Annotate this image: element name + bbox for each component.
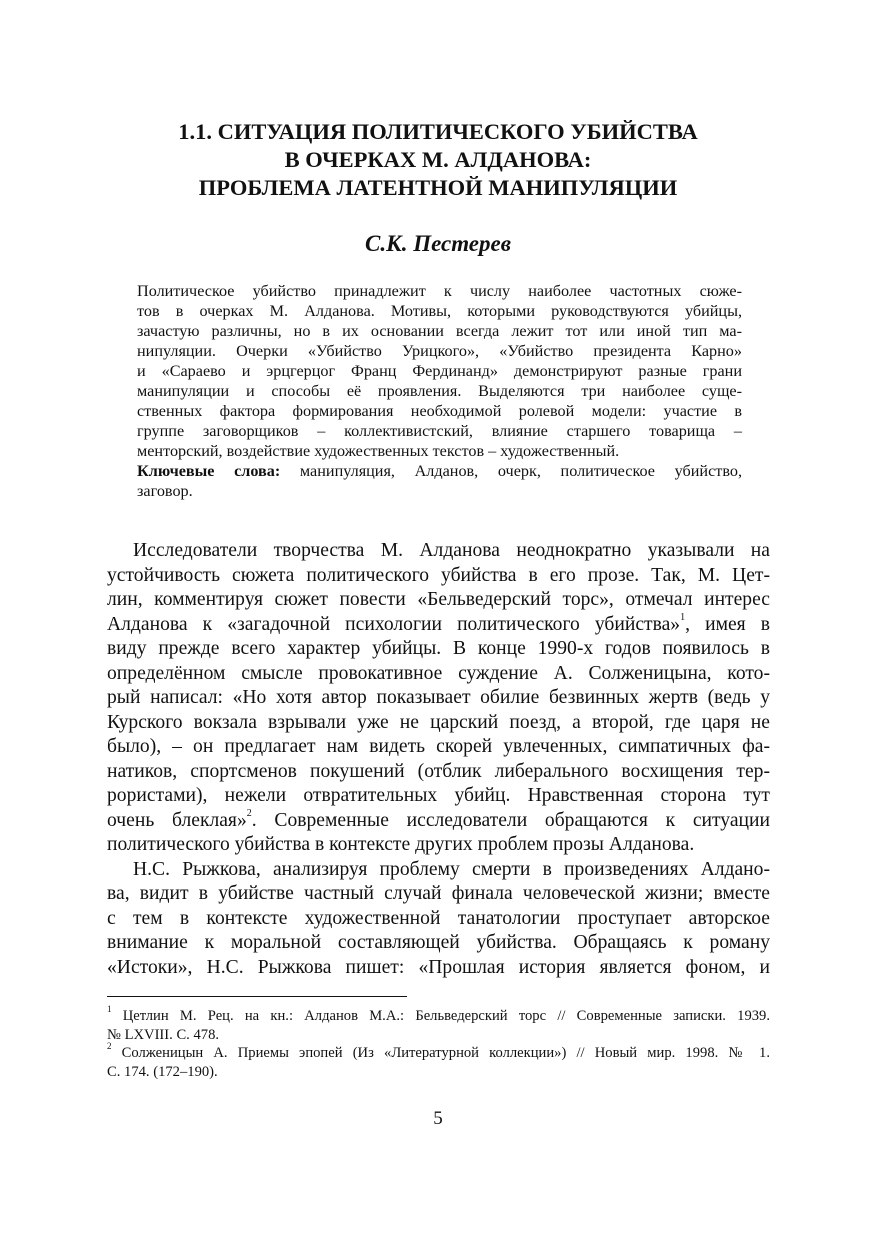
keywords-label: Ключевые слова:: [137, 462, 281, 480]
article-title: [60, 118, 816, 202]
abstract-line: Политическое убийство принадлежит к числу наиболее частотных сюже-: [137, 282, 742, 300]
footnote-text: Цетлин М. Рец. на кн.: Алданов М.А.: Бельведерский торс // Современные записки. 1939.: [111, 1008, 770, 1024]
page-number: 5: [433, 1108, 443, 1129]
body-line: было), – он предлагает нам видеть скорей увлеченных, симпатичных фа-: [107, 736, 770, 757]
title-line: ПРОБЛЕМА ЛАТЕНТНОЙ МАНИПУЛЯЦИИ: [198, 175, 678, 200]
body-line: натиков, спортсменов покушений (отблик либерального восхищения тер-: [107, 760, 770, 782]
body-line: Исследователи творчества М. Алданова неоднократно указывали на: [133, 540, 770, 561]
abstract-line: тов в очерках М. Алданова. Мотивы, которыми руководствуются убийцы,: [137, 302, 742, 320]
body-line: ва, видит в убийстве частный случай финала человеческой жизни; вместе: [107, 883, 770, 904]
footnote-ref[interactable]: 2: [246, 807, 252, 819]
article-author: С.К. Пестерев: [365, 231, 511, 256]
abstract-line: и «Сараево и эрцгерцог Франц Фердинанд» демонстрируют разные грани: [137, 362, 742, 380]
body-line: «Истоки», Н.С. Рыжкова пишет: «Прошлая история является фоном, и: [107, 956, 770, 978]
abstract-line: манипуляции и способы её проявления. Выделяются три наиболее суще-: [137, 382, 742, 400]
footnotes: [107, 1004, 770, 1081]
title-line: 1.1. СИТУАЦИЯ ПОЛИТИЧЕСКОГО УБИЙСТВА: [178, 119, 698, 144]
footnote: [107, 1041, 770, 1063]
footnote-text: № LXVIII. С. 478.: [107, 1026, 220, 1043]
body-line: устойчивость сюжета политического убийства в его прозе. Так, М. Цет-: [107, 564, 770, 586]
body-line: [107, 809, 770, 834]
body-line: политического убийства в контексте других проблем прозы Алданова.: [107, 834, 695, 855]
body-line: Курского вокзала взрывали уже не царский поезд, а второй, где царя не: [107, 711, 770, 733]
footnote-ref[interactable]: 1: [680, 611, 686, 623]
body-line: [107, 613, 770, 638]
keywords-text: манипуляция, Алданов, очерк, политическое убийство,: [280, 462, 742, 480]
footnote-divider: [107, 996, 407, 997]
body-line: определённом смысле провокативное суждение А. Солженицына, кото-: [107, 662, 770, 684]
footnote-number: 1: [107, 1004, 112, 1015]
keywords-line: заговор.: [137, 482, 193, 500]
body-line: внимание к моральной составляющей убийства. Обращаясь к роману: [107, 932, 770, 953]
body-line: виду прежде всего характер убийцы. В конце 1990-х годов появилось в: [107, 638, 770, 659]
body-line: Н.С. Рыжкова, анализируя проблему смерти в произведениях Алдано-: [133, 858, 770, 880]
body-text: Алданова к «загадочной психологии политического убийства»: [107, 613, 681, 635]
keywords-line: [137, 461, 742, 481]
abstract-line: группе заговорщиков – коллективистский, влияние старшего товарища –: [137, 422, 742, 440]
body-text: , имея в: [685, 613, 770, 635]
body-line: рый написал: «Но хотя автор показывает обилие безвинных жертв (ведь у: [107, 687, 770, 708]
footnote-text: Солженицын А. Приемы эпопей (Из «Литературной коллекции») // Новый мир. 1998. № 1.: [111, 1045, 770, 1061]
body-line: с тем в контексте художественной танатологии проступает авторское: [107, 907, 770, 929]
body-text: очень блеклая»: [107, 809, 247, 831]
footnote-text: С. 174. (172–190).: [107, 1063, 218, 1080]
body-line: лин, комментируя сюжет повести «Бельведерский торс», отмечал интерес: [107, 589, 770, 610]
footnote-number: 2: [107, 1041, 112, 1052]
body-text: . Современные исследователи обращаются к ситуации: [251, 809, 770, 831]
main-text: [107, 539, 770, 980]
abstract-line: нипуляции. Очерки «Убийство Урицкого», «Убийство президента Карно»: [137, 342, 742, 360]
footnote: [107, 1004, 770, 1026]
abstract-line: зачастую различны, но в их основании всегда лежит тот или иной тип ма-: [137, 322, 742, 340]
body-line: рористами), нежели отвратительных убийц. Нравственная сторона тут: [107, 785, 770, 806]
abstract-line: менторский, воздействие художественных текстов – художественный.: [137, 442, 620, 460]
abstract-line: ственных фактора формирования необходимой ролевой модели: участие в: [137, 402, 742, 420]
abstract: [137, 281, 742, 501]
title-line: В ОЧЕРКАХ М. АЛДАНОВА:: [284, 147, 592, 172]
